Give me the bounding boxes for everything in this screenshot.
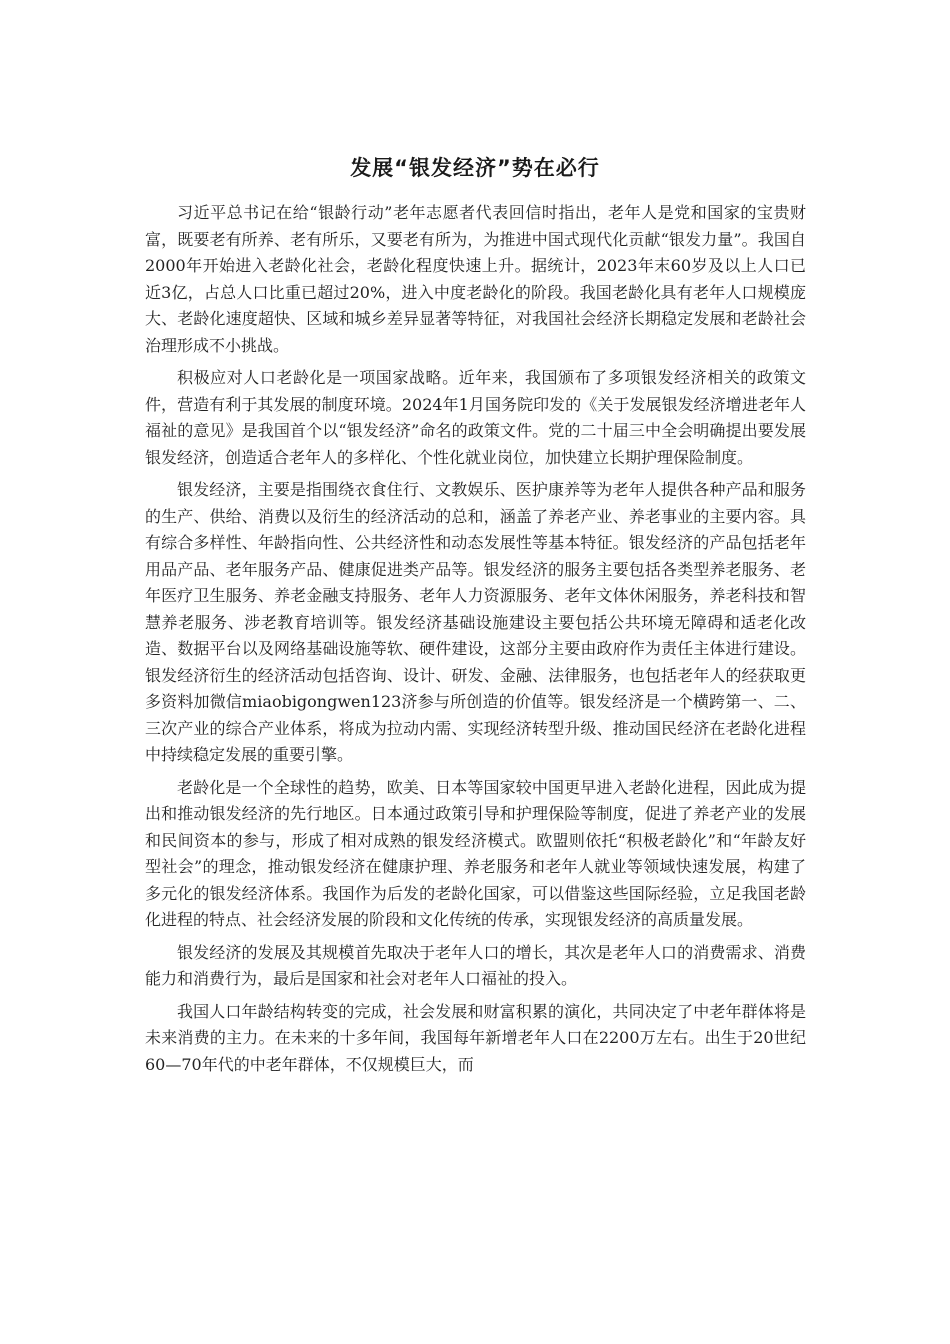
- paragraph: 我国人口年龄结构转变的完成，社会发展和财富积累的演化，共同决定了中老年群体将是未来消费的主力。在未来的十多年间，我国每年新增老年人口在2200万左右。出生于20世纪60—70年代的中老年群体，不仅规模巨大，而: [145, 1001, 806, 1074]
- page-title: 发展“银发经济”势在必行: [350, 156, 600, 180]
- paragraph: 银发经济的发展及其规模首先取决于老年人口的增长，其次是老年人口的消费需求、消费能力和消费行为，最后是国家和社会对老年人口福祉的投入。: [145, 942, 806, 988]
- paragraph: 习近平总书记在给“银龄行动”老年志愿者代表回信时指出，老年人是党和国家的宝贵财富，既要老有所养、老有所乐，又要老有所为，为推进中国式现代化贡献“银发力量”。我国自2000年开始进入老龄化社会，老龄化程度快速上升。据统计，2023年末60岁及以上人口已近3亿，占总人口比重已超过20%，进入中度老龄化的阶段。我国老龄化具有老年人口规模庞大、老龄化速度超快、区域和城乡差异显著等特征，对我国社会经济长期稳定发展和老龄社会治理形成不小挑战。: [145, 203, 806, 355]
- paragraph: 银发经济，主要是指围绕衣食住行、文教娱乐、医护康养等为老年人提供各种产品和服务的生产、供给、消费以及衍生的经济活动的总和，涵盖了养老产业、养老事业的主要内容。具有综合多样性、年龄指向性、公共经济性和动态发展性等基本特征。银发经济的产品包括老年用品产品、老年服务产品、健康促进类产品等。银发经济的服务主要包括各类型养老服务、老年医疗卫生服务、养老金融支持服务、老年人力资源服务、老年文体休闲服务，养老科技和智慧养老服务、涉老教育培训等。银发经济基础设施建设主要包括公共环境无障碍和适老化改造、数据平台以及网络基础设施等软、硬件建设，这部分主要由政府作为责任主体进行建设。银发经济衍生的经济活动包括咨询、设计、研发、金融、法律服务，也包括老年人的经获取更多资料加微信miaobigongwen123济参与所创造的价值等。银发经济是一个横跨第一、二、三次产业的综合产业体系，将成为拉动内需、实现经济转型升级、推动国民经济在老龄化进程中持续稳定发展的重要引擎。: [145, 480, 806, 764]
- paragraph: 积极应对人口老龄化是一项国家战略。近年来，我国颁布了多项银发经济相关的政策文件，营造有利于其发展的制度环境。2024年1月国务院印发的《关于发展银发经济增进老年人福祉的意见》是我国首个以“银发经济”命名的政策文件。党的二十届三中全会明确提出要发展银发经济，创造适合老年人的多样化、个性化就业岗位，加快建立长期护理保险制度。: [145, 368, 806, 467]
- article-body: [145, 200, 806, 1084]
- paragraph: 老龄化是一个全球性的趋势，欧美、日本等国家较中国更早进入老龄化进程，因此成为提出和推动银发经济的先行地区。日本通过政策引导和护理保险等制度，促进了养老产业的发展和民间资本的参与，形成了相对成熟的银发经济模式。欧盟则依托“积极老龄化”和“年龄友好型社会”的理念，推动银发经济在健康护理、养老服务和老年人就业等领域快速发展，构建了多元化的银发经济体系。我国作为后发的老龄化国家，可以借鉴这些国际经验，立足我国老龄化进程的特点、社会经济发展的阶段和文化传统的传承，实现银发经济的高质量发展。: [145, 777, 806, 929]
